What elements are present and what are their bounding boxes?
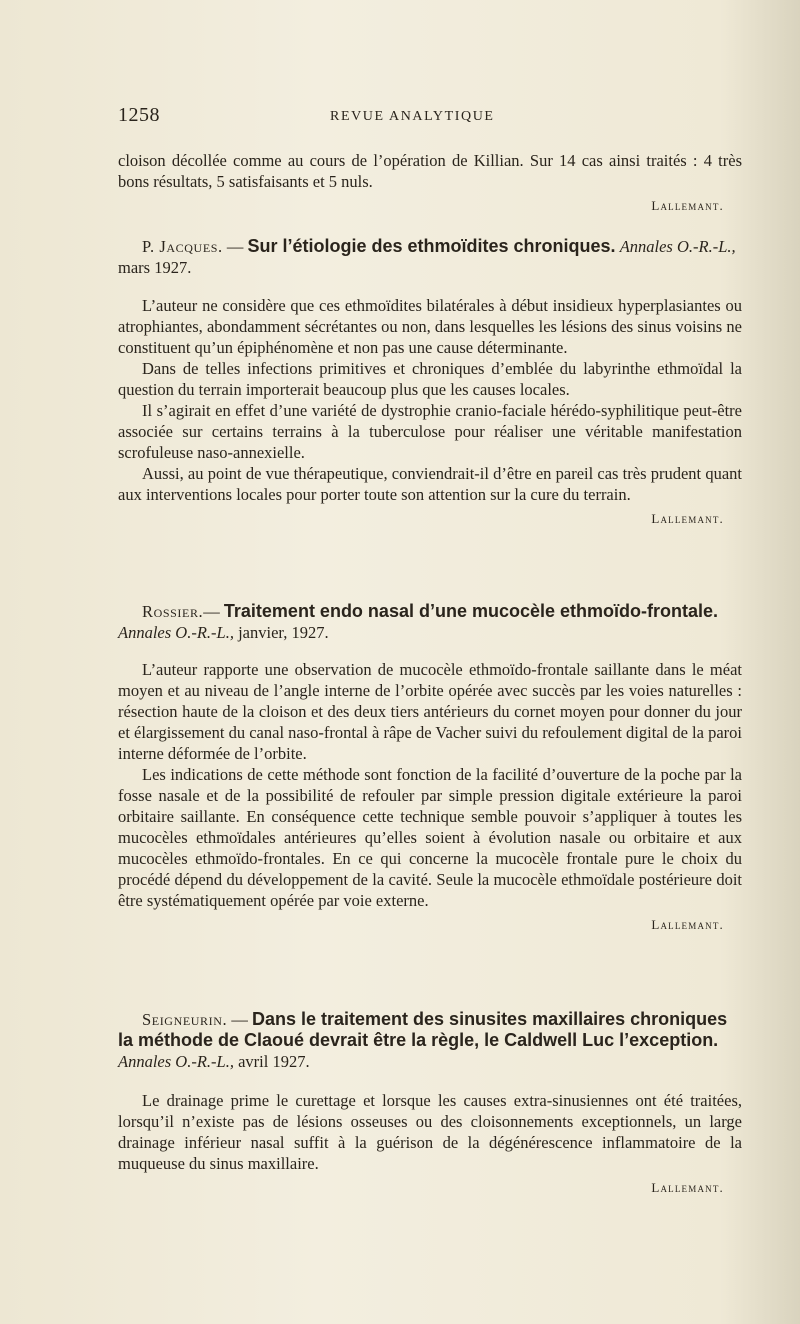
- review-heading: P. Jacques. — Sur l’étiologie des ethmoïdites chroniques. Annales O.-R.-L., mars 1927.: [118, 236, 736, 277]
- review-title: Traitement endo nasal d’une mucocèle ethmoïdo-frontale.: [223, 601, 718, 621]
- signature: Lallemant.: [651, 1180, 724, 1195]
- review-journal: Annales O.-R.-L.,: [118, 623, 234, 642]
- review-author: Rossier.: [142, 602, 204, 621]
- page-header: [118, 104, 742, 134]
- review-title: Sur l’étiologie des ethmoïdites chroniques.: [247, 236, 616, 256]
- signature: Lallemant.: [651, 198, 724, 213]
- signature: Lallemant.: [651, 917, 724, 932]
- continuation-block: [118, 150, 742, 214]
- review-rossier: [118, 601, 742, 933]
- review-journal: Annales O.-R.-L.,: [118, 1052, 234, 1071]
- paragraph: L’auteur ne considère que ces ethmoïdites bilatérales à début insidieux hyperplasiantes ou atrophiantes, abondamment sécrétantes ou non, dans lesquelles les lésions des sinus voisins ne constituent qu’un épiphénomène et non pas une cause déterminante.: [118, 296, 742, 357]
- review-heading: Seigneurin. — Dans le traitement des sinusites maxillaires chroniques la méthode de Claoué devrait être la règle, le Caldwell Luc l’exception. Annales O.-R.-L., avril 1927.: [118, 1009, 728, 1071]
- signature: Lallemant.: [651, 511, 724, 526]
- paragraph: Le drainage prime le curettage et lorsque les causes extra-sinusiennes ont été traitées, lorsqu’il n’existe pas de lésions osseuses ou des cloisonnements exceptionnels, un large drainage inférieur nasal suffit à la guérison de la dégénérescence inflammatoire de la muqueuse du sinus maxillaire.: [118, 1091, 742, 1173]
- paragraph: Aussi, au point de vue thérapeutique, conviendrait-il d’être en pareil cas très prudent quant aux interventions locales pour porter toute son attention sur la cure du terrain.: [118, 464, 742, 504]
- review-jacques: [118, 236, 742, 527]
- paragraph: Les indications de cette méthode sont fonction de la facilité d’ouverture de la poche par la fosse nasale et de la possibilité de refouler par simple pression digitale extérieure la paroi orbitaire saillante. En conséquence cette technique semble pouvoir s’appliquer à toutes les mucocèles ethmoïdales antérieures qu’elles soient à évolution nasale ou orbitaire et aux mucocèles ethmoïdo-frontales. En ce qui concerne la mucocèle frontale pure le choix du procédé dépend du développement de la cavité. Seule la mucocèle ethmoïdale postérieure doit être systématiquement opérée par voie externe.: [118, 765, 742, 910]
- review-date: avril 1927.: [238, 1052, 310, 1071]
- review-author: P. Jacques.: [142, 237, 223, 256]
- continuation-text: cloison décollée comme au cours de l’opération de Killian. Sur 14 cas ainsi traités : 4 très bons résultats, 5 satisfaisants et 5 nuls.: [118, 151, 742, 191]
- review-journal: Annales O.-R.-L.,: [619, 237, 736, 256]
- review-author: Seigneurin.: [142, 1010, 228, 1029]
- running-head: REVUE ANALYTIQUE: [330, 109, 495, 124]
- paragraph: L’auteur rapporte une observation de mucocèle ethmoïdo-frontale saillante dans le méat moyen et au niveau de l’angle interne de l’orbite opérée avec succès par les voies naturelles : résection haute de la cloison et des deux tiers antérieurs du cornet moyen pour donner du jour et élargissement du canal naso-frontal à râpe de Vacher suivi du refoulement digital de la paroi interne déformée de l’orbite.: [118, 660, 742, 763]
- page-number: 1258: [118, 104, 160, 126]
- review-date: janvier, 1927.: [238, 623, 329, 642]
- review-seigneurin: [118, 1009, 742, 1196]
- review-title: Dans le traitement des sinusites maxillaires chroniques la méthode de Claoué devrait être la règle, le Caldwell Luc l’exception.: [118, 1009, 728, 1050]
- paragraph: Il s’agirait en effet d’une variété de dystrophie cranio-faciale hérédo-syphilitique peut-être associée sur certains terrains à la tuberculose pour réaliser une véritable manifestation scrofuleuse naso-annexielle.: [118, 401, 742, 462]
- review-heading: Rossier.— Traitement endo nasal d’une mucocèle ethmoïdo-frontale. Annales O.-R.-L., janvier, 1927.: [118, 601, 718, 642]
- paragraph: Dans de telles infections primitives et chroniques d’emblée du labyrinthe ethmoïdal la question du terrain importerait beaucoup plus que les causes locales.: [118, 359, 742, 399]
- review-date: mars 1927.: [118, 258, 192, 277]
